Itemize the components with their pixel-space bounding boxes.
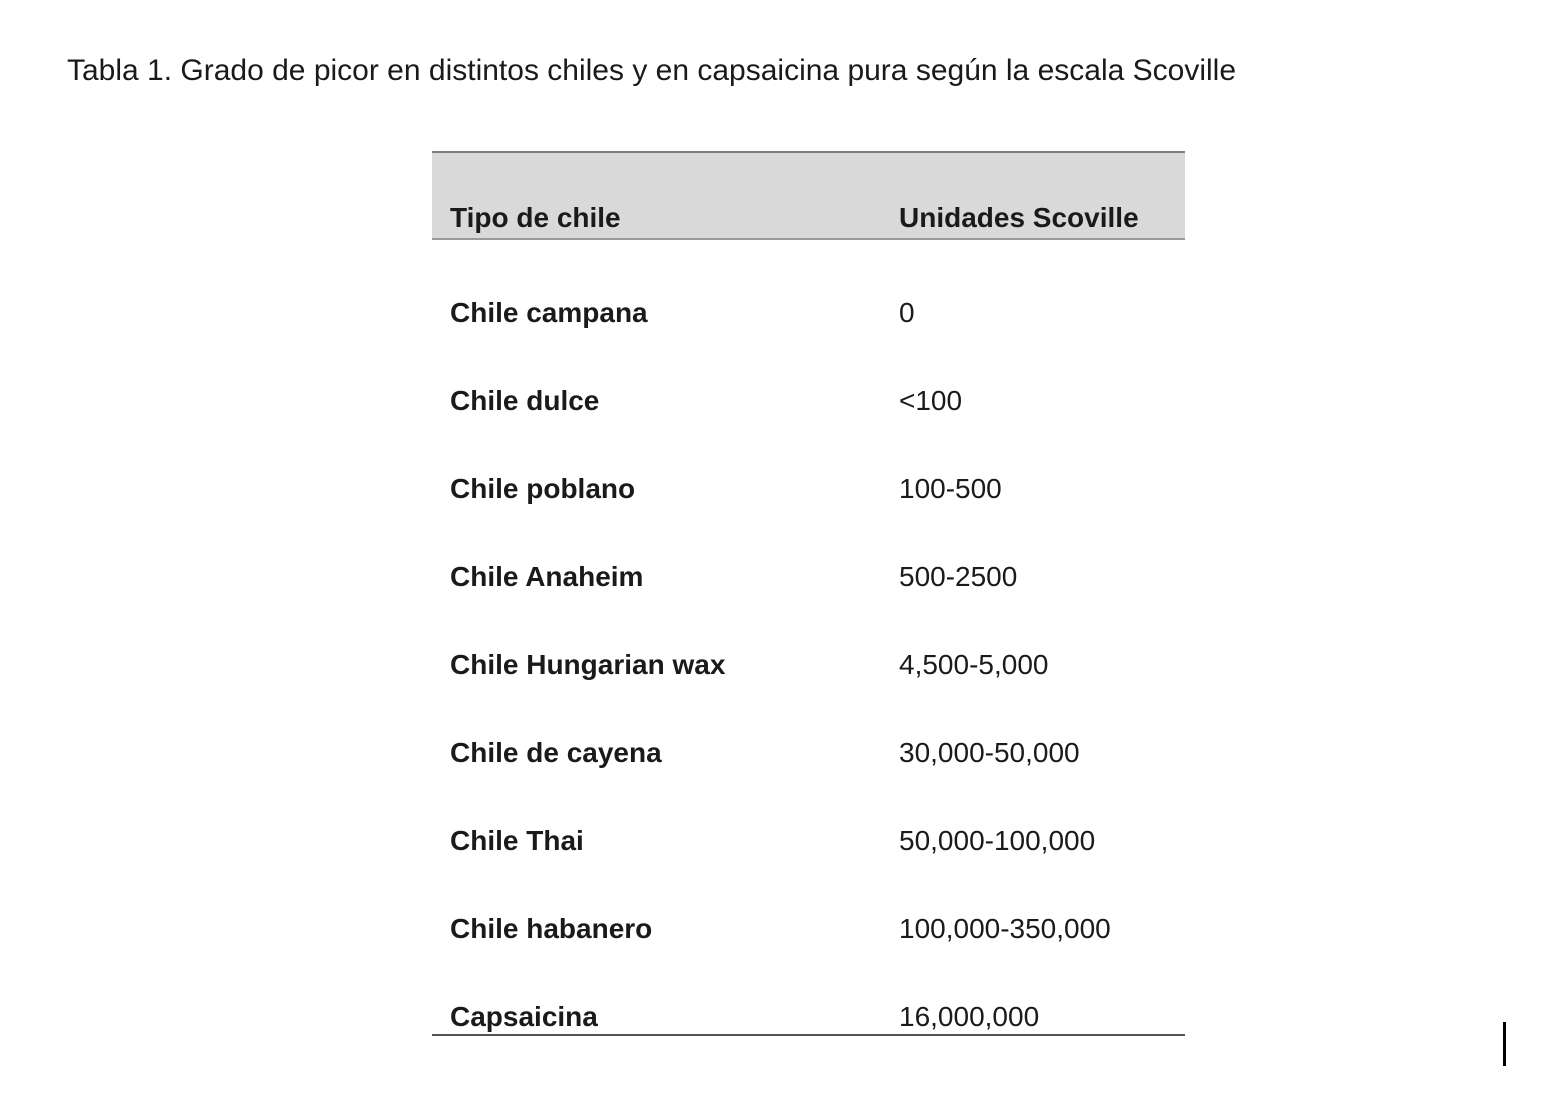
table-row [432, 821, 1185, 861]
scoville-value: 4,500-5,000 [899, 649, 1049, 680]
chile-name: Chile Hungarian wax [450, 649, 726, 680]
scoville-value: 50,000-100,000 [899, 825, 1096, 856]
table-row [432, 997, 1185, 1037]
chile-name: Chile habanero [450, 913, 653, 944]
table-row [432, 381, 1185, 421]
scoville-value: 0 [899, 297, 915, 328]
chile-name: Chile poblano [450, 473, 636, 504]
text-cursor [1503, 1022, 1506, 1066]
table-caption: Tabla 1. Grado de picor en distintos chiles y en capsaicina pura según la escala Scoville [67, 54, 1237, 87]
table-row [432, 293, 1185, 333]
header-chile-type: Tipo de chile [450, 202, 621, 233]
scoville-value: <100 [899, 385, 963, 416]
table-row [432, 645, 1185, 685]
scoville-value: 100,000-350,000 [899, 913, 1111, 944]
scoville-value: 30,000-50,000 [899, 737, 1080, 768]
scoville-value: 16,000,000 [899, 1001, 1040, 1032]
chile-name: Chile Anaheim [450, 561, 644, 592]
chile-name: Chile de cayena [450, 737, 662, 768]
chile-name: Capsaicina [450, 1001, 598, 1032]
table-bottom-rule [432, 1034, 1185, 1036]
table-row [432, 469, 1185, 509]
scoville-value: 500-2500 [899, 561, 1018, 592]
table-row [432, 733, 1185, 773]
scoville-table [432, 151, 1185, 1032]
chile-name: Chile dulce [450, 385, 600, 416]
chile-name: Chile campana [450, 297, 648, 328]
table-row [432, 557, 1185, 597]
header-scoville-units: Unidades Scoville [899, 202, 1139, 233]
scoville-value: 100-500 [899, 473, 1002, 504]
table-header [432, 151, 1185, 240]
table-row [432, 909, 1185, 949]
chile-name: Chile Thai [450, 825, 584, 856]
